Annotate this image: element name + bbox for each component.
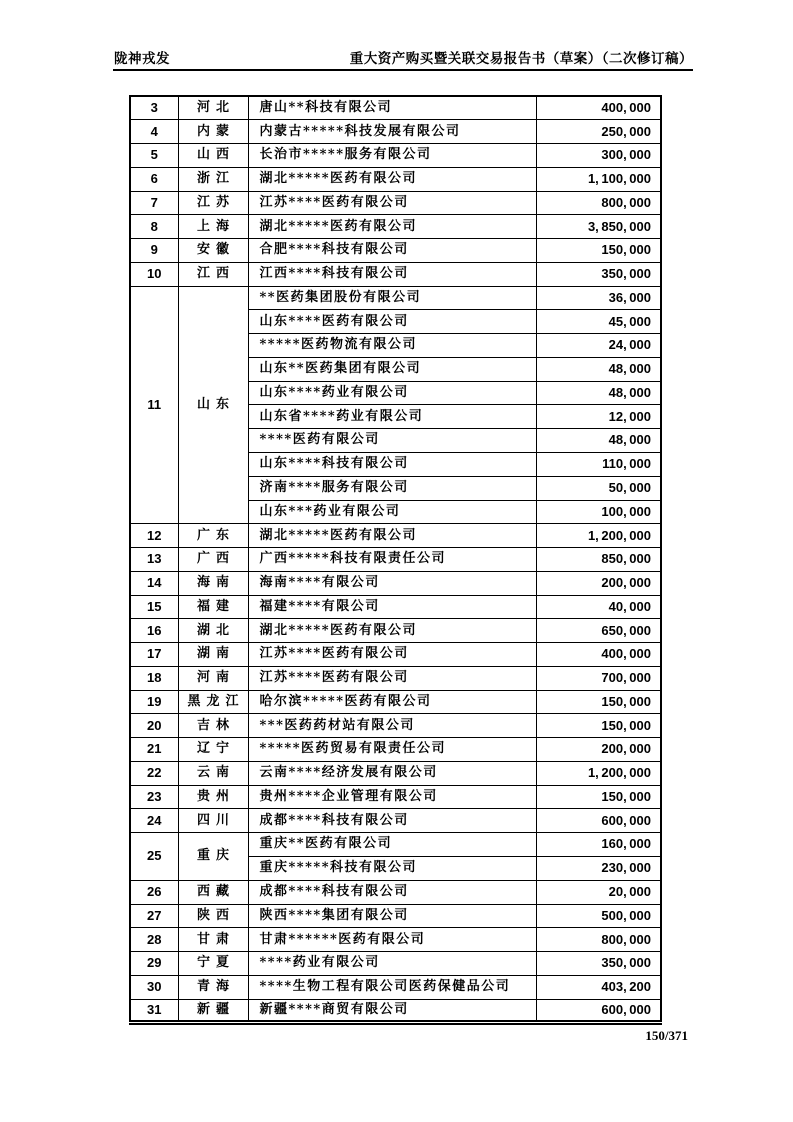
province-cell: 西藏 xyxy=(178,880,248,904)
amount-cell: 400, 000 xyxy=(536,643,661,667)
row-number-cell: 8 xyxy=(130,215,178,239)
row-number-cell: 22 xyxy=(130,761,178,785)
company-name-cell: 内蒙古*****科技发展有限公司 xyxy=(248,120,536,144)
company-name-cell: 新疆****商贸有限公司 xyxy=(248,999,536,1023)
company-name-cell: 江苏****医药有限公司 xyxy=(248,666,536,690)
amount-cell: 350, 000 xyxy=(536,952,661,976)
row-number-cell: 21 xyxy=(130,738,178,762)
province-cell: 新疆 xyxy=(178,999,248,1023)
table-row xyxy=(130,928,661,952)
table-row xyxy=(130,880,661,904)
company-name-cell: 贵州****企业管理有限公司 xyxy=(248,785,536,809)
table-row xyxy=(130,191,661,215)
table-row xyxy=(130,239,661,263)
table-row xyxy=(130,785,661,809)
amount-cell: 12, 000 xyxy=(536,405,661,429)
province-cell: 河南 xyxy=(178,666,248,690)
company-name-cell: 湖北*****医药有限公司 xyxy=(248,524,536,548)
amount-cell: 100, 000 xyxy=(536,500,661,524)
table-row xyxy=(130,524,661,548)
company-name-cell: 江西****科技有限公司 xyxy=(248,262,536,286)
amount-cell: 350, 000 xyxy=(536,262,661,286)
table-row xyxy=(130,809,661,833)
company-name-cell: 山东****药业有限公司 xyxy=(248,381,536,405)
row-number-cell: 29 xyxy=(130,952,178,976)
row-number-cell: 10 xyxy=(130,262,178,286)
company-name-cell: 哈尔滨*****医药有限公司 xyxy=(248,690,536,714)
province-cell: 江苏 xyxy=(178,191,248,215)
company-name-cell: 湖北*****医药有限公司 xyxy=(248,619,536,643)
province-cell: 广东 xyxy=(178,524,248,548)
province-cell: 广西 xyxy=(178,548,248,572)
company-name-cell: 江苏****医药有限公司 xyxy=(248,191,536,215)
table-row xyxy=(130,215,661,239)
row-number-cell: 31 xyxy=(130,999,178,1023)
province-cell: 黑龙江 xyxy=(178,690,248,714)
row-number-cell: 11 xyxy=(130,286,178,524)
table-row xyxy=(130,904,661,928)
distributors-table xyxy=(129,95,662,1025)
table-row xyxy=(130,286,661,310)
row-number-cell: 30 xyxy=(130,975,178,999)
province-cell: 福建 xyxy=(178,595,248,619)
amount-cell: 24, 000 xyxy=(536,334,661,358)
company-name-cell: 成都****科技有限公司 xyxy=(248,809,536,833)
amount-cell: 200, 000 xyxy=(536,571,661,595)
amount-cell: 500, 000 xyxy=(536,904,661,928)
row-number-cell: 5 xyxy=(130,144,178,168)
row-number-cell: 12 xyxy=(130,524,178,548)
table-row xyxy=(130,643,661,667)
province-cell: 山东 xyxy=(178,286,248,524)
table-row xyxy=(130,833,661,857)
row-number-cell: 16 xyxy=(130,619,178,643)
company-name-cell: 甘肃******医药有限公司 xyxy=(248,928,536,952)
table-row xyxy=(130,120,661,144)
province-cell: 吉林 xyxy=(178,714,248,738)
amount-cell: 48, 000 xyxy=(536,429,661,453)
company-name-cell: 山东省****药业有限公司 xyxy=(248,405,536,429)
table-row xyxy=(130,548,661,572)
header-report-title: 重大资产购买暨关联交易报告书（草案）（二次修订稿） xyxy=(349,51,693,67)
amount-cell: 20, 000 xyxy=(536,880,661,904)
company-name-cell: 重庆**医药有限公司 xyxy=(248,833,536,857)
amount-cell: 650, 000 xyxy=(536,619,661,643)
province-cell: 辽宁 xyxy=(178,738,248,762)
amount-cell: 800, 000 xyxy=(536,928,661,952)
row-number-cell: 13 xyxy=(130,548,178,572)
row-number-cell: 27 xyxy=(130,904,178,928)
company-name-cell: ****医药有限公司 xyxy=(248,429,536,453)
company-name-cell: ****生物工程有限公司医药保健品公司 xyxy=(248,975,536,999)
province-cell: 浙江 xyxy=(178,167,248,191)
row-number-cell: 19 xyxy=(130,690,178,714)
amount-cell: 300, 000 xyxy=(536,144,661,168)
province-cell: 宁夏 xyxy=(178,952,248,976)
company-name-cell: 江苏****医药有限公司 xyxy=(248,643,536,667)
province-cell: 湖南 xyxy=(178,643,248,667)
company-name-cell: ****药业有限公司 xyxy=(248,952,536,976)
amount-cell: 50, 000 xyxy=(536,476,661,500)
province-cell: 重庆 xyxy=(178,833,248,881)
header-rule xyxy=(113,69,693,71)
company-name-cell: 山东****医药有限公司 xyxy=(248,310,536,334)
amount-cell: 403, 200 xyxy=(536,975,661,999)
row-number-cell: 26 xyxy=(130,880,178,904)
company-name-cell: 湖北*****医药有限公司 xyxy=(248,215,536,239)
table-row xyxy=(130,619,661,643)
table-row xyxy=(130,144,661,168)
amount-cell: 36, 000 xyxy=(536,286,661,310)
company-name-cell: 山东****科技有限公司 xyxy=(248,452,536,476)
company-name-cell: 广西*****科技有限责任公司 xyxy=(248,548,536,572)
amount-cell: 230, 000 xyxy=(536,857,661,881)
row-number-cell: 6 xyxy=(130,167,178,191)
company-name-cell: 合肥****科技有限公司 xyxy=(248,239,536,263)
province-cell: 山西 xyxy=(178,144,248,168)
row-number-cell: 17 xyxy=(130,643,178,667)
table-row xyxy=(130,952,661,976)
amount-cell: 600, 000 xyxy=(536,999,661,1023)
row-number-cell: 15 xyxy=(130,595,178,619)
table-row xyxy=(130,975,661,999)
row-number-cell: 14 xyxy=(130,571,178,595)
amount-cell: 48, 000 xyxy=(536,357,661,381)
table-row xyxy=(130,262,661,286)
amount-cell: 150, 000 xyxy=(536,239,661,263)
amount-cell: 700, 000 xyxy=(536,666,661,690)
amount-cell: 45, 000 xyxy=(536,310,661,334)
table-row xyxy=(130,738,661,762)
table-row xyxy=(130,761,661,785)
amount-cell: 150, 000 xyxy=(536,690,661,714)
province-cell: 贵州 xyxy=(178,785,248,809)
company-name-cell: 海南****有限公司 xyxy=(248,571,536,595)
company-name-cell: ***医药药材站有限公司 xyxy=(248,714,536,738)
amount-cell: 1, 100, 000 xyxy=(536,167,661,191)
table-row xyxy=(130,167,661,191)
table-row xyxy=(130,571,661,595)
amount-cell: 40, 000 xyxy=(536,595,661,619)
row-number-cell: 24 xyxy=(130,809,178,833)
company-name-cell: 山东***药业有限公司 xyxy=(248,500,536,524)
province-cell: 河北 xyxy=(178,96,248,120)
province-cell: 上海 xyxy=(178,215,248,239)
page-number: 150/371 xyxy=(645,1028,688,1043)
table-row xyxy=(130,690,661,714)
amount-cell: 600, 000 xyxy=(536,809,661,833)
header-company-short-name: 陇神戎发 xyxy=(114,51,170,67)
province-cell: 陕西 xyxy=(178,904,248,928)
company-name-cell: 陕西****集团有限公司 xyxy=(248,904,536,928)
table-row xyxy=(130,96,661,120)
amount-cell: 1, 200, 000 xyxy=(536,761,661,785)
row-number-cell: 7 xyxy=(130,191,178,215)
amount-cell: 1, 200, 000 xyxy=(536,524,661,548)
amount-cell: 160, 000 xyxy=(536,833,661,857)
province-cell: 海南 xyxy=(178,571,248,595)
company-name-cell: 长治市*****服务有限公司 xyxy=(248,144,536,168)
province-cell: 湖北 xyxy=(178,619,248,643)
company-name-cell: *****医药贸易有限责任公司 xyxy=(248,738,536,762)
company-name-cell: 重庆*****科技有限公司 xyxy=(248,857,536,881)
distributors-table-body xyxy=(130,96,661,1023)
amount-cell: 850, 000 xyxy=(536,548,661,572)
table-row xyxy=(130,714,661,738)
province-cell: 江西 xyxy=(178,262,248,286)
province-cell: 安徽 xyxy=(178,239,248,263)
amount-cell: 150, 000 xyxy=(536,785,661,809)
table-row xyxy=(130,999,661,1023)
province-cell: 云南 xyxy=(178,761,248,785)
amount-cell: 110, 000 xyxy=(536,452,661,476)
company-name-cell: 山东**医药集团有限公司 xyxy=(248,357,536,381)
province-cell: 内蒙 xyxy=(178,120,248,144)
company-name-cell: 成都****科技有限公司 xyxy=(248,880,536,904)
row-number-cell: 18 xyxy=(130,666,178,690)
company-name-cell: *****医药物流有限公司 xyxy=(248,334,536,358)
page-header xyxy=(114,47,693,67)
province-cell: 青海 xyxy=(178,975,248,999)
amount-cell: 3, 850, 000 xyxy=(536,215,661,239)
row-number-cell: 20 xyxy=(130,714,178,738)
company-name-cell: 唐山**科技有限公司 xyxy=(248,96,536,120)
row-number-cell: 25 xyxy=(130,833,178,881)
amount-cell: 48, 000 xyxy=(536,381,661,405)
row-number-cell: 23 xyxy=(130,785,178,809)
company-name-cell: 湖北*****医药有限公司 xyxy=(248,167,536,191)
amount-cell: 150, 000 xyxy=(536,714,661,738)
company-name-cell: 福建****有限公司 xyxy=(248,595,536,619)
row-number-cell: 9 xyxy=(130,239,178,263)
company-name-cell: **医药集团股份有限公司 xyxy=(248,286,536,310)
amount-cell: 250, 000 xyxy=(536,120,661,144)
company-name-cell: 济南****服务有限公司 xyxy=(248,476,536,500)
amount-cell: 400, 000 xyxy=(536,96,661,120)
amount-cell: 800, 000 xyxy=(536,191,661,215)
table-row xyxy=(130,666,661,690)
company-name-cell: 云南****经济发展有限公司 xyxy=(248,761,536,785)
row-number-cell: 3 xyxy=(130,96,178,120)
province-cell: 甘肃 xyxy=(178,928,248,952)
row-number-cell: 28 xyxy=(130,928,178,952)
table-row xyxy=(130,595,661,619)
row-number-cell: 4 xyxy=(130,120,178,144)
amount-cell: 200, 000 xyxy=(536,738,661,762)
province-cell: 四川 xyxy=(178,809,248,833)
